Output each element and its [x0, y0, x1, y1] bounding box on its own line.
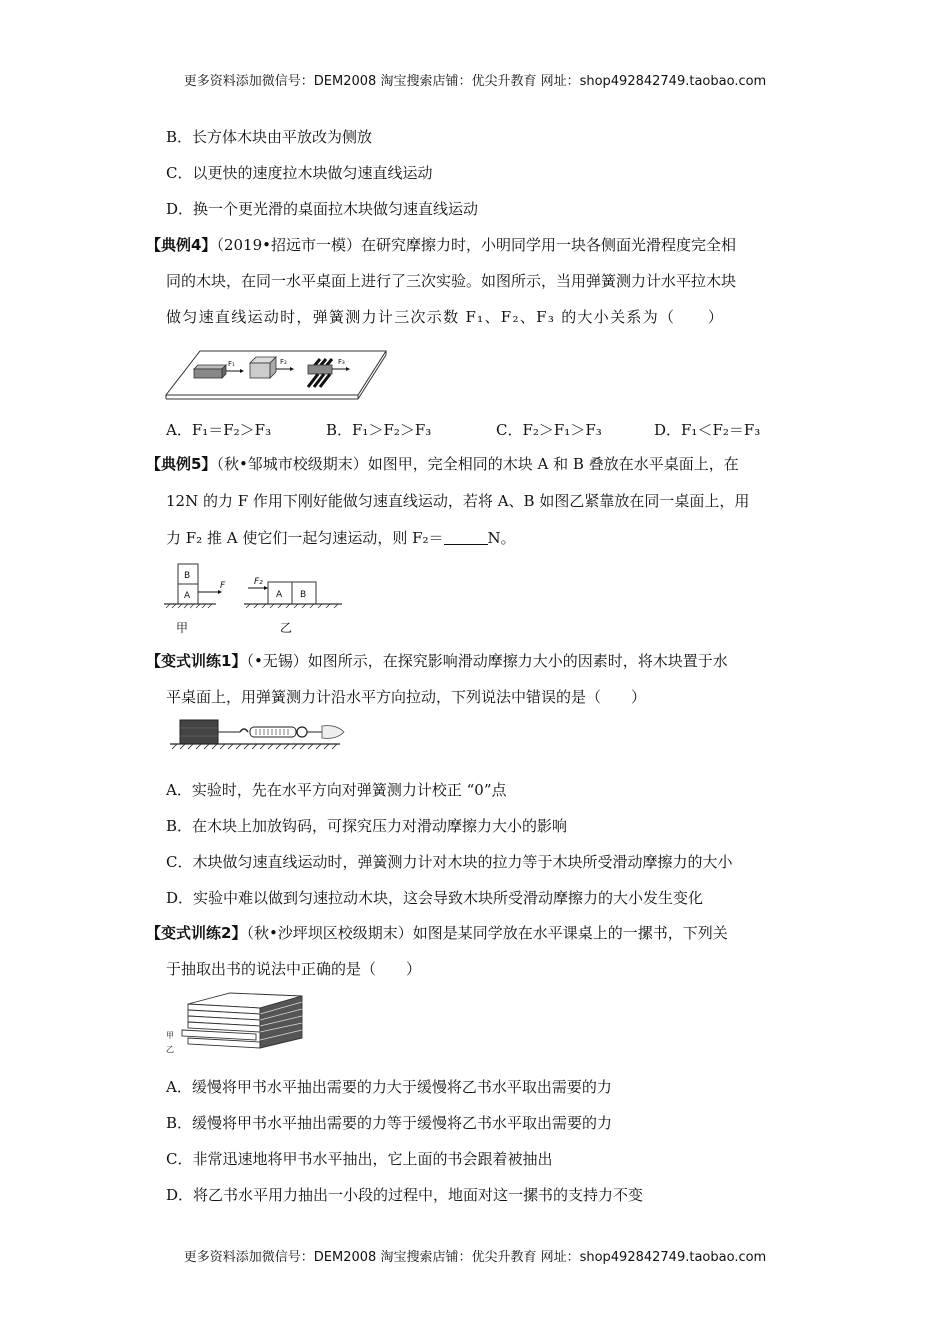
ex5-label-a-yi: A — [276, 590, 283, 600]
ex5-label-yi: 乙 — [280, 621, 293, 635]
ex4-label-f1: F₁ — [228, 360, 235, 368]
ex4-line2: 同的木块，在同一水平桌面上进行了三次实验。如图所示，当用弹簧测力计水平拉木块 — [166, 272, 737, 290]
ex5-line1 — [146, 453, 739, 475]
ex4-option-d: D．F₁＜F₂＝F₃ — [654, 421, 761, 439]
var1-option-b: B．在木块上加放钩码，可探究压力对滑动摩擦力大小的影响 — [166, 817, 568, 835]
ex5-line3 — [166, 527, 516, 549]
var2-line1 — [146, 922, 728, 944]
ex4-label-f3: F₃ — [338, 358, 345, 366]
var1-option-a: A．实验时，先在水平方向对弹簧测力计校正 “0”点 — [166, 781, 507, 799]
var2-label-jia: 甲 — [166, 1031, 174, 1040]
ex4-option-c: C．F₂＞F₁＞F₃ — [496, 421, 602, 439]
ex5-figure — [160, 562, 350, 636]
ex5-tag: 【典例5】 — [146, 455, 217, 473]
ex5-label-f2: F₂ — [254, 577, 263, 587]
var2-option-a: A．缓慢将甲书水平抽出需要的力大于缓慢将乙书水平取出需要的力 — [166, 1078, 612, 1096]
var1-text1: （•无锡）如图所示，在探究影响滑动摩擦力大小的因素时，将木块置于水 — [246, 652, 728, 670]
var2-text1: （秋•沙坪坝区校级期末）如图是某同学放在水平课桌上的一摞书，下列关 — [246, 924, 728, 942]
ex5-text3b: N。 — [487, 529, 516, 547]
ex4-option-a: A．F₁＝F₂＞F₃ — [166, 421, 272, 439]
ex4-text1: （2019•招远市一模）在研究摩擦力时，小明同学用一块各侧面光滑程度完全相 — [216, 236, 736, 254]
var1-tag: 【变式训练1】 — [146, 652, 247, 670]
page-header: 更多资料添加微信号：DEM2008 淘宝搜索店铺：优尖升教育 网址：shop492842749.taobao.com — [183, 74, 767, 89]
page-footer: 更多资料添加微信号：DEM2008 淘宝搜索店铺：优尖升教育 网址：shop492842749.taobao.com — [183, 1250, 767, 1265]
q3-option-c: C．以更快的速度拉木块做匀速直线运动 — [166, 164, 433, 182]
ex4-line3: 做匀速直线运动时，弹簧测力计三次示数 F₁、F₂、F₃ 的大小关系为（ ） — [166, 308, 725, 326]
var2-figure — [160, 990, 310, 1060]
var2-tag: 【变式训练2】 — [146, 924, 247, 942]
ex5-line2: 12N 的力 F 作用下刚好能做匀速直线运动，若将 A、B 如图乙紧靠放在同一桌面上，用 — [166, 492, 750, 510]
ex4-label-f2: F₂ — [280, 358, 287, 366]
ex5-label-f: F — [220, 581, 226, 591]
q3-option-d: D．换一个更光滑的桌面拉木块做匀速直线运动 — [166, 200, 479, 218]
var1-line1 — [146, 650, 728, 672]
ex5-answer-blank — [444, 530, 488, 545]
var1-line2: 平桌面上，用弹簧测力计沿水平方向拉动，下列说法中错误的是（ ） — [166, 688, 647, 706]
ex5-figure-jia — [164, 564, 222, 608]
var2-option-d: D．将乙书水平用力抽出一小段的过程中，地面对这一摞书的支持力不变 — [166, 1186, 644, 1204]
ex4-tag: 【典例4】 — [146, 236, 217, 254]
ex5-label-a-jia: A — [184, 591, 191, 601]
ex5-label-b-jia: B — [184, 571, 191, 581]
var2-option-c: C．非常迅速地将甲书水平抽出，它上面的书会跟着被抽出 — [166, 1150, 553, 1168]
ex4-options — [0, 419, 950, 441]
var2-option-b: B．缓慢将甲书水平抽出需要的力等于缓慢将乙书水平取出需要的力 — [166, 1114, 613, 1132]
ex4-option-b: B．F₁＞F₂＞F₃ — [326, 421, 432, 439]
ex4-figure — [160, 347, 390, 403]
q3-option-b: B．长方体木块由平放改为侧放 — [166, 128, 373, 146]
ex5-text1: （秋•邹城市校级期末）如图甲，完全相同的木块 A 和 B 叠放在水平桌面上，在 — [216, 455, 739, 473]
var1-option-d: D．实验中难以做到匀速拉动木块，这会导致木块所受滑动摩擦力的大小发生变化 — [166, 889, 704, 907]
ex5-label-jia: 甲 — [176, 621, 189, 635]
var2-line2: 于抽取出书的说法中正确的是（ ） — [166, 960, 422, 978]
var1-option-c: C．木块做匀速直线运动时，弹簧测力计对木块的拉力等于木块所受滑动摩擦力的大小 — [166, 853, 733, 871]
ex4-line1 — [146, 234, 736, 256]
var2-label-yi: 乙 — [166, 1045, 174, 1054]
var1-figure — [160, 714, 350, 754]
ex5-label-b-yi: B — [300, 590, 307, 600]
ex5-text3a: 力 F₂ 推 A 使它们一起匀速运动，则 F₂＝ — [166, 529, 444, 547]
